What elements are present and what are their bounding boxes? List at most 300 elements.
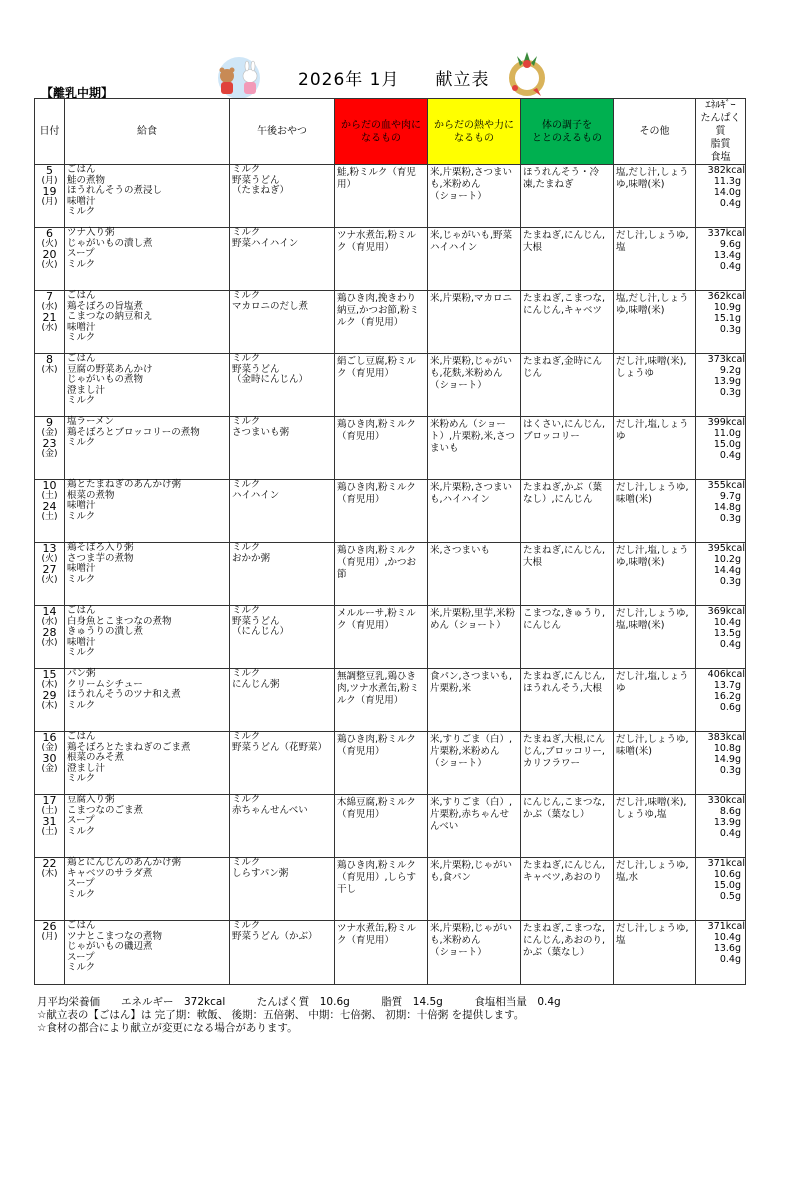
- other-ingredients-text: だし汁,味噌(米), しょうゆ,塩: [616, 797, 687, 820]
- green-ingredients-cell: [521, 417, 614, 480]
- snack-item: 赤ちゃんせんべい: [232, 804, 308, 816]
- green-ingredients-text: たまねぎ,にんじん, キャベツ,あおのり: [523, 860, 606, 883]
- other-ingredients-text: だし汁,しょうゆ, 塩: [616, 923, 689, 946]
- snack-item: 野菜うどん（かぶ）: [232, 930, 318, 942]
- nutrition-value: 8.6g: [719, 806, 741, 817]
- nutrition-value: 0.4g: [719, 954, 741, 965]
- date-line: (水): [41, 638, 58, 648]
- date-line: (月): [41, 176, 58, 186]
- nutrition-value: 399kcal: [707, 417, 745, 428]
- yellow-ingredients-cell: [428, 921, 521, 985]
- red-ingredients-text: 木綿豆腐,粉ミルク （育児用）: [337, 797, 416, 820]
- yellow-ingredients-text: 米,じゃがいも,野菜 ハイハイン: [430, 230, 513, 253]
- meal-item: キャベツのサラダ煮: [67, 867, 153, 879]
- meal-item: ごはん: [67, 164, 96, 175]
- yellow-ingredients-cell: [428, 228, 521, 291]
- meal-cell: [65, 732, 230, 795]
- date-line: 19: [42, 185, 57, 198]
- red-ingredients-text: 鶏ひき肉,粉ミルク （育児用）: [337, 734, 416, 757]
- other-ingredients-text: だし汁,しょうゆ, 味噌(米): [616, 734, 689, 757]
- meal-item: ミルク: [67, 437, 96, 449]
- date-line: (木): [41, 701, 58, 711]
- nutrition-value: 9.2g: [719, 365, 741, 376]
- snack-item: 野菜うどん（花野菜）: [232, 741, 328, 753]
- date-line: 29: [42, 689, 57, 702]
- date-line: 15: [42, 668, 57, 681]
- column-header-snack: 午後おやつ: [230, 99, 335, 165]
- meal-item: 白身魚とこまつなの煮物: [67, 615, 172, 627]
- red-ingredients-text: 絹ごし豆腐,粉ミル ク（育児用）: [337, 356, 417, 379]
- red-ingredients-cell: [335, 795, 428, 858]
- meal-item: じゃがいもの磯辺煮: [67, 941, 153, 953]
- page-header: [0, 50, 800, 105]
- green-ingredients-text: にんじん,こまつな, かぶ（葉なし）: [523, 797, 606, 820]
- date-line: (火): [41, 575, 58, 585]
- nutrition-value: 0.3g: [719, 513, 741, 524]
- meal-cell: [65, 291, 230, 354]
- green-ingredients-cell: [521, 732, 614, 795]
- table-row: [35, 165, 746, 228]
- yellow-ingredients-text: 米,片栗粉,マカロニ: [430, 293, 513, 304]
- nutrition-value: 14.8g: [713, 502, 741, 513]
- nutrition-cell: [696, 165, 746, 228]
- meal-item: きゅうりの潰し煮: [67, 626, 144, 638]
- nutrition-value: 383kcal: [707, 732, 745, 743]
- meal-item: スープ: [67, 815, 95, 827]
- nutrition-value: 13.9g: [713, 376, 741, 387]
- yellow-ingredients-text: 米,片栗粉,じゃがい も,食パン: [430, 860, 513, 883]
- yellow-ingredients-cell: [428, 795, 521, 858]
- other-ingredients-text: だし汁,味噌(米), しょうゆ: [616, 356, 687, 379]
- green-ingredients-text: たまねぎ,大根,にん じん,ブロッコリー, カリフラワー: [523, 734, 606, 769]
- nutrition-value: 14.4g: [713, 565, 741, 576]
- table-row: [35, 921, 746, 985]
- green-ingredients-text: たまねぎ,こまつな, にんじん,キャベツ: [523, 293, 606, 316]
- snack-item: ミルク: [232, 605, 261, 616]
- date-cell: [35, 291, 65, 354]
- date-cell: [35, 795, 65, 858]
- green-ingredients-cell: [521, 669, 614, 732]
- date-line: (土): [41, 512, 58, 522]
- meal-item: ミルク: [67, 206, 96, 218]
- meal-cell: [65, 354, 230, 417]
- date-line: (金): [41, 449, 58, 459]
- nutrition-value: 395kcal: [707, 543, 745, 554]
- snack-item: しらすパン粥: [232, 867, 289, 879]
- yellow-ingredients-cell: [428, 858, 521, 921]
- meal-item: スープ: [67, 248, 95, 260]
- header-line: ｴﾈﾙｷﾞｰ: [705, 100, 736, 111]
- column-header-meal: 給食: [65, 99, 230, 165]
- date-line: (月): [41, 197, 58, 207]
- meal-cell: [65, 795, 230, 858]
- other-ingredients-cell: [614, 417, 696, 480]
- red-ingredients-text: 無調整豆乳,鶏ひき 肉,ツナ水煮缶,粉ミ ルク（育児用）: [337, 671, 420, 706]
- green-ingredients-cell: [521, 354, 614, 417]
- green-ingredients-cell: [521, 858, 614, 921]
- nutrition-cell: [696, 732, 746, 795]
- nutrition-value: 13.6g: [713, 943, 741, 954]
- header-line: なるもの: [454, 132, 494, 144]
- meal-item: こまつなのごま煮: [67, 804, 144, 816]
- meal-item: ミルク: [67, 647, 96, 659]
- green-ingredients-text: はくさい,にんじん, ブロッコリー: [523, 419, 606, 442]
- table-row: [35, 291, 746, 354]
- column-header-other: その他: [614, 99, 696, 165]
- nutrition-value: 10.2g: [713, 554, 741, 565]
- meal-item: ごはん: [67, 731, 96, 742]
- snack-item: 野菜うどん: [232, 363, 280, 375]
- table-row: [35, 858, 746, 921]
- red-ingredients-cell: [335, 228, 428, 291]
- other-ingredients-text: だし汁,しょうゆ, 塩: [616, 230, 689, 253]
- meal-item: 味噌汁: [67, 563, 96, 575]
- snack-item: ミルク: [232, 731, 261, 742]
- nutrition-value: 0.3g: [719, 324, 741, 335]
- snack-item: にんじん粥: [232, 678, 280, 690]
- green-ingredients-cell: [521, 165, 614, 228]
- date-cell: [35, 480, 65, 543]
- nutrition-value: 10.6g: [713, 869, 741, 880]
- red-ingredients-text: 鮭,粉ミルク（育児 用）: [337, 167, 416, 190]
- nutrition-value: 369kcal: [707, 606, 745, 617]
- date-line: (火): [41, 260, 58, 270]
- nutrition-value: 373kcal: [707, 354, 745, 365]
- other-ingredients-text: だし汁,しょうゆ, 塩,味噌(米): [616, 608, 689, 631]
- snack-item: （たまねぎ）: [232, 185, 290, 197]
- meal-item: ミルク: [67, 258, 96, 270]
- green-ingredients-cell: [521, 606, 614, 669]
- green-ingredients-text: たまねぎ,にんじん, 大根: [523, 545, 606, 568]
- snack-cell: [230, 795, 335, 858]
- date-line: 9: [46, 416, 53, 429]
- nutrition-value: 13.7g: [713, 680, 741, 691]
- yellow-ingredients-text: 米粉めん（ショー ト）,片栗粉,米,さつ まいも: [430, 419, 516, 454]
- table-row: [35, 606, 746, 669]
- header-line: なるもの: [361, 132, 401, 144]
- date-cell: [35, 165, 65, 228]
- red-ingredients-text: 鶏ひき肉,挽きわり 納豆,かつお節,粉ミ ルク（育児用）: [337, 293, 420, 328]
- date-line: (土): [41, 491, 58, 501]
- yellow-ingredients-cell: [428, 291, 521, 354]
- date-cell: [35, 354, 65, 417]
- green-ingredients-text: こまつな,きゅうり, にんじん: [523, 608, 606, 631]
- other-ingredients-text: だし汁,しょうゆ, 塩,水: [616, 860, 689, 883]
- nutrition-value: 10.4g: [713, 932, 741, 943]
- meal-item: 鶏とにんじんのあんかけ粥: [67, 857, 182, 868]
- table-row: [35, 417, 746, 480]
- nutrition-value: 355kcal: [707, 480, 745, 491]
- snack-cell: [230, 165, 335, 228]
- yellow-ingredients-text: 米,さつまいも: [430, 545, 491, 556]
- yellow-ingredients-text: 米,すりごま（白）, 片栗粉,米粉めん （ショート）: [430, 734, 513, 769]
- meal-item: パン粥: [67, 668, 96, 679]
- meal-item: ミルク: [67, 888, 96, 900]
- table-row: [35, 795, 746, 858]
- green-ingredients-text: ほうれんそう・冷 凍,たまねぎ: [523, 167, 600, 190]
- meal-item: 澄まし汁: [67, 384, 106, 396]
- nutrition-value: 9.7g: [719, 491, 741, 502]
- nutrition-value: 15.1g: [713, 313, 741, 324]
- meal-item: 豆腐入り粥: [67, 794, 115, 805]
- rice-note: ☆献立表の【ごはん】は 完了期：軟飯、 後期：五倍粥、 中期：七倍粥、 初期：十倍粥 を提供します。: [37, 1009, 525, 1021]
- red-ingredients-cell: [335, 291, 428, 354]
- date-line: (木): [41, 365, 58, 375]
- nutrition-value: 406kcal: [707, 669, 745, 680]
- red-ingredients-cell: [335, 606, 428, 669]
- table-row: [35, 543, 746, 606]
- date-line: (火): [41, 239, 58, 249]
- other-ingredients-cell: [614, 795, 696, 858]
- red-ingredients-cell: [335, 669, 428, 732]
- nutrition-value: 371kcal: [707, 858, 745, 869]
- nutrition-value: 382kcal: [707, 165, 745, 176]
- new-year-wreath-icon: [503, 50, 551, 98]
- nutrition-value: 362kcal: [707, 291, 745, 302]
- snack-cell: [230, 417, 335, 480]
- date-line: 30: [42, 752, 57, 765]
- nutrition-cell: [696, 291, 746, 354]
- snack-cell: [230, 606, 335, 669]
- header-line: からだの熱や力に: [434, 119, 514, 131]
- meal-cell: [65, 480, 230, 543]
- meal-item: じゃがいもの潰し煮: [67, 237, 153, 249]
- snack-cell: [230, 543, 335, 606]
- date-line: (金): [41, 743, 58, 753]
- kids-illustration-icon: [205, 56, 273, 100]
- meal-item: ほうれんそうのツナ和え煮: [67, 689, 181, 701]
- date-cell: [35, 921, 65, 985]
- snack-item: ミルク: [232, 542, 261, 553]
- meal-cell: [65, 669, 230, 732]
- snack-item: 野菜うどん: [232, 174, 280, 186]
- meal-item: 根菜のみそ煮: [67, 752, 125, 764]
- snack-item: ミルク: [232, 479, 261, 490]
- column-header-date: 日付: [35, 99, 65, 165]
- yellow-ingredients-text: 米,片栗粉,さつまい も,米粉めん （ショート）: [430, 167, 513, 202]
- nutrition-value: 0.4g: [719, 261, 741, 272]
- green-ingredients-text: たまねぎ,こまつな, にんじん,あおのり, かぶ（葉なし）: [523, 923, 606, 958]
- snack-item: ミルク: [232, 920, 261, 931]
- nutrition-value: 14.9g: [713, 754, 741, 765]
- red-ingredients-text: ツナ水煮缶,粉ミル ク（育児用）: [337, 230, 417, 253]
- other-ingredients-cell: [614, 921, 696, 985]
- nutrition-cell: [696, 228, 746, 291]
- change-note: ☆食材の都合により献立が変更になる場合があります。: [37, 1022, 298, 1034]
- meal-item: 味噌汁: [67, 321, 96, 333]
- date-cell: [35, 417, 65, 480]
- date-cell: [35, 228, 65, 291]
- snack-item: 野菜ハイハイン: [232, 237, 299, 249]
- meal-item: ミルク: [67, 395, 96, 407]
- nutrition-value: 0.3g: [719, 765, 741, 776]
- yellow-ingredients-cell: [428, 606, 521, 669]
- green-ingredients-cell: [521, 543, 614, 606]
- meal-item: こまつなの納豆和え: [67, 311, 153, 323]
- red-ingredients-cell: [335, 354, 428, 417]
- meal-cell: [65, 858, 230, 921]
- table-row: [35, 480, 746, 543]
- meal-item: ミルク: [67, 773, 96, 785]
- nutrition-value: 11.0g: [713, 428, 741, 439]
- page-footer: [37, 996, 777, 1035]
- yellow-ingredients-cell: [428, 165, 521, 228]
- other-ingredients-cell: [614, 291, 696, 354]
- other-ingredients-cell: [614, 858, 696, 921]
- meal-item: スープ: [67, 878, 95, 890]
- menu-table: [34, 98, 746, 985]
- red-ingredients-cell: [335, 165, 428, 228]
- nutrition-cell: [696, 795, 746, 858]
- date-line: 20: [42, 248, 57, 261]
- green-ingredients-cell: [521, 480, 614, 543]
- meal-item: ツナ入り粥: [67, 227, 115, 238]
- meal-item: ツナとこまつなの煮物: [67, 930, 163, 942]
- table-row: [35, 228, 746, 291]
- nutrition-cell: [696, 606, 746, 669]
- nutrition-value: 15.0g: [713, 439, 741, 450]
- date-line: 26: [42, 920, 57, 933]
- snack-cell: [230, 354, 335, 417]
- date-line: (月): [41, 932, 58, 942]
- date-line: (水): [41, 302, 58, 312]
- snack-cell: [230, 732, 335, 795]
- nutrition-cell: [696, 543, 746, 606]
- other-ingredients-text: だし汁,塩,しょう ゆ,味噌(米): [616, 545, 689, 568]
- nutrition-value: 10.4g: [713, 617, 741, 628]
- yellow-ingredients-text: 米,すりごま（白）, 片栗粉,赤ちゃんせ んべい: [430, 797, 513, 832]
- date-line: 6: [46, 227, 53, 240]
- date-line: 13: [42, 542, 57, 555]
- column-header-energy: [696, 99, 746, 165]
- meal-item: 鶏そぼろとたまねぎのごま煮: [67, 741, 191, 753]
- date-line: (金): [41, 764, 58, 774]
- snack-item: ミルク: [232, 668, 261, 679]
- snack-item: ミルク: [232, 227, 261, 238]
- nutrition-value: 0.3g: [719, 387, 741, 398]
- snack-cell: [230, 228, 335, 291]
- snack-item: ミルク: [232, 857, 261, 868]
- date-line: 8: [46, 353, 53, 366]
- other-ingredients-text: だし汁,塩,しょう ゆ: [616, 419, 689, 442]
- date-cell: [35, 732, 65, 795]
- other-ingredients-text: 塩,だし汁,しょう ゆ,味噌(米): [616, 293, 689, 316]
- date-line: 24: [42, 500, 57, 513]
- date-line: (木): [41, 680, 58, 690]
- red-ingredients-text: 鶏ひき肉,粉ミルク （育児用）,かつお 節: [337, 545, 417, 580]
- meal-item: ごはん: [67, 290, 96, 301]
- meal-item: 鶏そぼろとブロッコリーの煮物: [67, 426, 200, 438]
- header-line: からだの血や肉に: [341, 119, 421, 131]
- red-ingredients-cell: [335, 543, 428, 606]
- green-ingredients-text: たまねぎ,金時にん じん: [523, 356, 603, 379]
- header-line: 体の調子を: [542, 119, 592, 131]
- red-ingredients-cell: [335, 480, 428, 543]
- nutrition-value: 0.4g: [719, 828, 741, 839]
- date-line: 23: [42, 437, 57, 450]
- snack-item: ミルク: [232, 416, 261, 427]
- other-ingredients-cell: [614, 165, 696, 228]
- red-ingredients-text: 鶏ひき肉,粉ミルク （育児用）: [337, 482, 416, 505]
- meal-item: ミルク: [67, 573, 96, 585]
- yellow-ingredients-cell: [428, 354, 521, 417]
- meal-item: ごはん: [67, 605, 96, 616]
- date-cell: [35, 858, 65, 921]
- red-ingredients-cell: [335, 417, 428, 480]
- red-ingredients-cell: [335, 858, 428, 921]
- column-header-red-group: [335, 99, 428, 165]
- other-ingredients-cell: [614, 354, 696, 417]
- meal-cell: [65, 417, 230, 480]
- yellow-ingredients-cell: [428, 732, 521, 795]
- nutrition-cell: [696, 417, 746, 480]
- snack-cell: [230, 480, 335, 543]
- meal-cell: [65, 228, 230, 291]
- snack-item: ハイハイン: [232, 489, 280, 501]
- other-ingredients-cell: [614, 543, 696, 606]
- nutrition-value: 13.9g: [713, 817, 741, 828]
- nutrition-value: 0.3g: [719, 576, 741, 587]
- column-header-green-group: [521, 99, 614, 165]
- other-ingredients-cell: [614, 732, 696, 795]
- date-line: 7: [46, 290, 53, 303]
- table-header-row: [35, 99, 746, 165]
- snack-item: マカロニのだし煮: [232, 300, 309, 312]
- other-ingredients-text: だし汁,塩,しょう ゆ: [616, 671, 689, 694]
- meal-item: ミルク: [67, 332, 96, 344]
- header-line: 脂質: [710, 139, 731, 150]
- green-ingredients-cell: [521, 921, 614, 985]
- date-line: 22: [42, 857, 57, 870]
- nutrition-cell: [696, 858, 746, 921]
- meal-item: 味噌汁: [67, 500, 96, 512]
- meal-item: 味噌汁: [67, 636, 96, 648]
- other-ingredients-cell: [614, 228, 696, 291]
- other-ingredients-text: だし汁,しょうゆ, 味噌(米): [616, 482, 689, 505]
- nutrition-value: 371kcal: [707, 921, 745, 932]
- other-ingredients-cell: [614, 669, 696, 732]
- meal-item: ほうれんそうの煮浸し: [67, 185, 163, 197]
- yellow-ingredients-text: 食パン,さつまいも, 片栗粉,米: [430, 671, 513, 694]
- red-ingredients-text: ツナ水煮缶,粉ミル ク（育児用）: [337, 923, 417, 946]
- snack-item: ミルク: [232, 353, 261, 364]
- meal-item: 鶏とたまねぎのあんかけ粥: [67, 479, 182, 490]
- meal-item: 根菜の煮物: [67, 489, 115, 501]
- meal-cell: [65, 165, 230, 228]
- nutrition-value: 9.6g: [719, 239, 741, 250]
- monthly-average-nutrition: 月平均栄養価 エネルギー 372kcal たんぱく質 10.6g 脂質 14.5g 食塩相当量 0.4g: [37, 996, 561, 1008]
- nutrition-value: 0.4g: [719, 639, 741, 650]
- date-line: 28: [42, 626, 57, 639]
- nutrition-cell: [696, 354, 746, 417]
- nutrition-value: 0.5g: [719, 891, 741, 902]
- nutrition-value: 10.9g: [713, 302, 741, 313]
- snack-item: さつまいも粥: [232, 426, 290, 438]
- page-title: 2026年 1月 献立表: [298, 70, 490, 90]
- snack-cell: [230, 291, 335, 354]
- meal-item: 豆腐の野菜あんかけ: [67, 363, 153, 375]
- nutrition-value: 10.8g: [713, 743, 741, 754]
- nutrition-cell: [696, 480, 746, 543]
- nutrition-value: 15.0g: [713, 880, 741, 891]
- meal-item: 鶏そぼろ入り粥: [67, 542, 134, 553]
- nutrition-value: 13.4g: [713, 250, 741, 261]
- meal-item: 澄まし汁: [67, 762, 106, 774]
- nutrition-value: 0.6g: [719, 702, 741, 713]
- date-line: 10: [42, 479, 57, 492]
- nutrition-value: 16.2g: [713, 691, 741, 702]
- meal-item: ごはん: [67, 353, 96, 364]
